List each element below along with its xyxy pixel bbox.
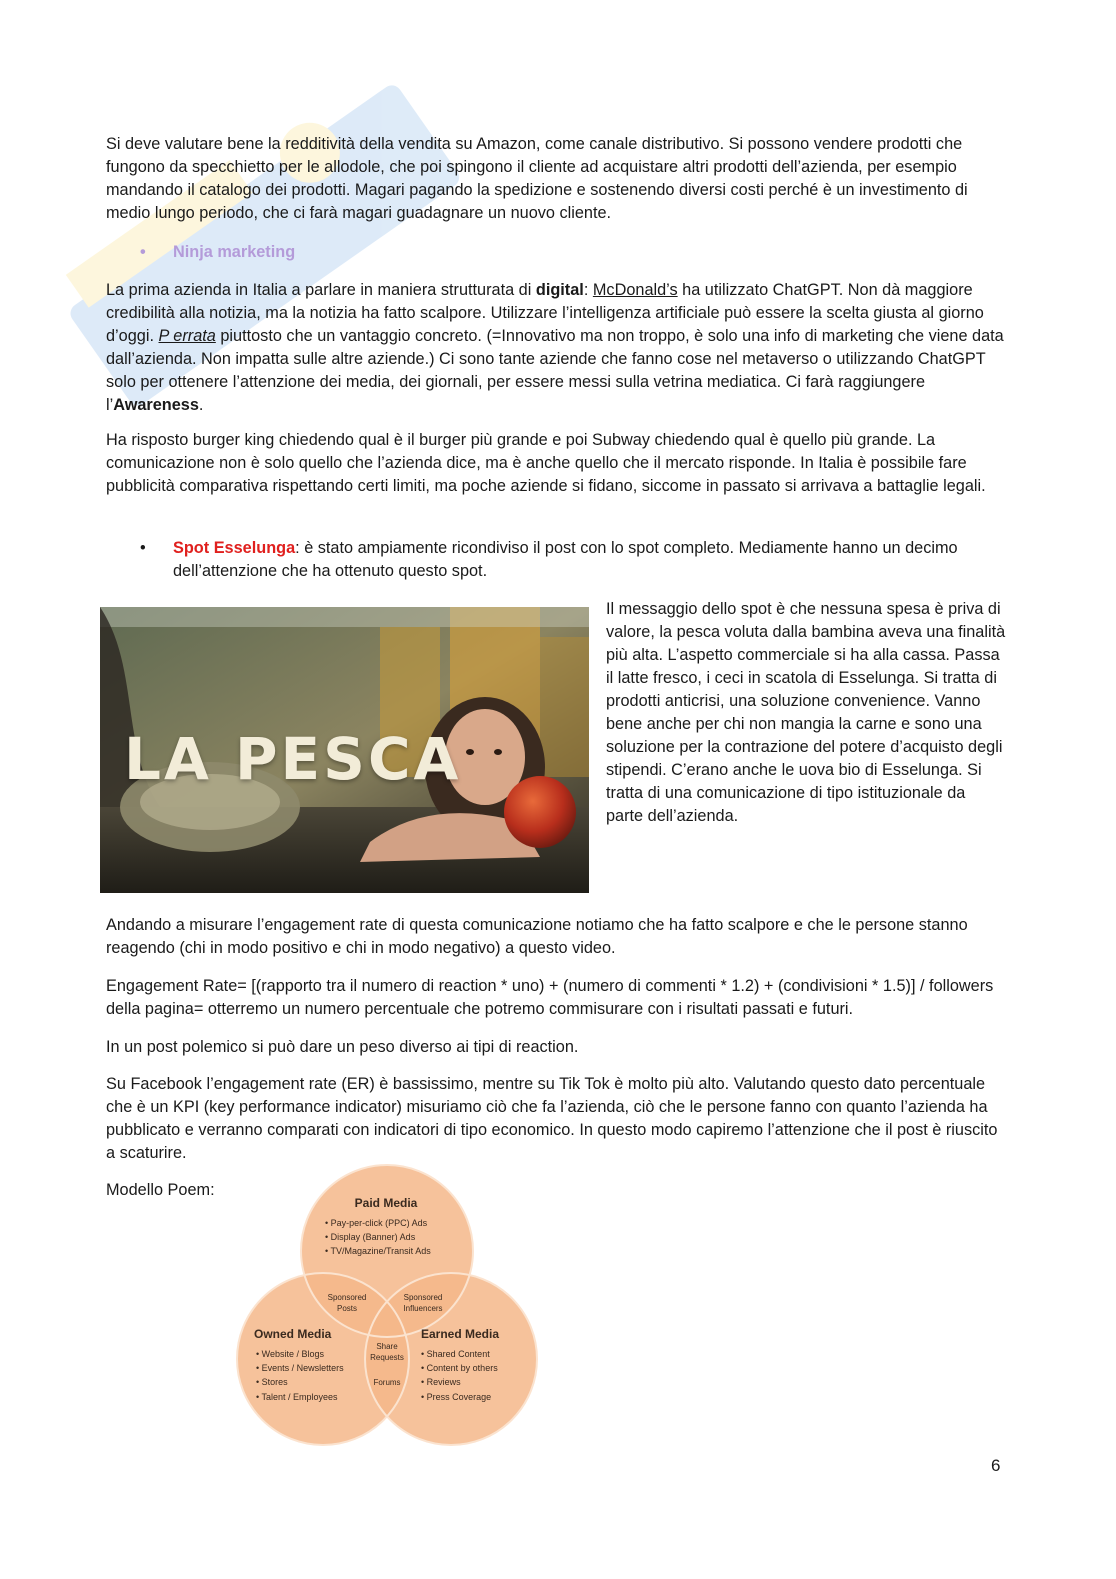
mcdonalds-link[interactable]: McDonald’s (592, 281, 678, 299)
paid-media-title: Paid Media (354, 1196, 418, 1210)
overlap-sponsored-posts: Sponsored (327, 1293, 367, 1302)
spot-label: Spot Esselunga (173, 539, 296, 557)
earned-item: • Content by others (421, 1363, 498, 1373)
text-span: ha utilizzato ChatGPT. Non dà maggiore credibilità alla notizia, ma la notizia ha fatto scalpore. Utilizzare l’intelligenza artificiale può essere la scelta giusta al giorno d’oggi. (106, 281, 984, 345)
paragraph-formula: Engagement Rate= [(rapporto tra il numero di reaction * uno) + (numero di commenti * 1.2) + (condivisioni * 1.5)] / followers della pagina= otterremo un numero percentuale che potremo commisurare con i risultati passati e futuri. (106, 977, 994, 1018)
owned-item: • Website / Blogs (256, 1349, 325, 1359)
paragraph-engagement: Andando a misurare l’engagement rate di questa comunicazione notiamo che ha fatto scalpore e che le persone stanno reagendo (chi in modo positivo e chi in modo negativo) a questo video. (106, 916, 968, 957)
la-pesca-image (100, 607, 589, 893)
poem-venn-diagram (236, 1163, 538, 1448)
text-span: La prima azienda in Italia a parlare in maniera strutturata di (106, 281, 536, 299)
overlap-sponsored-influencers: Sponsored (403, 1293, 443, 1302)
bullet-label: Ninja marketing (173, 243, 296, 261)
bullet-text (173, 537, 1000, 583)
text-span: piuttosto che un vantaggio concreto. (=Innovativo ma non troppo, è solo una info di marketing che viene data dall’azienda. Non impatta sulle altre aziende.) Ci sono tante aziende che fanno cose nel metaverso o utilizzando ChatGPT solo per ottenere l’attenzione dei media, dei giornali, per essere messi sulla vetrina mediatica. Ci farà raggiungere l’ (106, 327, 1004, 414)
earned-item: • Shared Content (421, 1349, 490, 1359)
bullet-spot-esselunga (140, 537, 1000, 583)
spot-text: : è stato ampiamente ricondiviso il post con lo spot completo. Mediamente hanno un decimo dell’attenzione che ha ottenuto questo spot. (173, 539, 958, 580)
paragraph-poem-label: Modello Poem: (106, 1181, 215, 1199)
overlap-share-requests: Requests (370, 1353, 404, 1362)
bullet-dot: • (140, 243, 146, 261)
bullet-ninja-marketing (140, 241, 1000, 264)
paragraph-spot-message: Il messaggio dello spot è che nessuna spesa è priva di valore, la pesca voluta dalla bambina aveva una finalità più alta. L’aspetto commerciale si ha alla cassa. Passa il latte fresco, i ceci in scatola di Esselunga. Si tratta di prodotti anticrisi, una soluzione convenience. Vanno bene anche per chi non mangia la carne e sono una soluzione per la contrazione del potere d’acquisto degli stipendi. C’erano anche le uova bio di Esselunga. Si tratta di una comunicazione di tipo istituzionale da parte dell’azienda. (606, 600, 1006, 825)
paragraph-facebook: Su Facebook l’engagement rate (ER) è bassissimo, mentre su Tik Tok è molto più alto. Valutando questo dato percentuale che è un KPI (key performance indicator) misuriamo ciò che fa l’azienda, ciò che le persone fanno con quanto l’azienda ha pubblicato e verranno comparati con indicatori di tipo economico. In questo modo capiremo l’attenzione che il post è riuscito a scaturire. (106, 1075, 998, 1162)
owned-item: • Stores (256, 1377, 288, 1387)
image-title: LA PESCA (124, 725, 462, 793)
bold-digital: digital (535, 281, 584, 299)
paragraph-digital (106, 279, 1006, 417)
bullet-dot: • (140, 539, 146, 557)
earned-item: • Press Coverage (421, 1392, 492, 1402)
paid-item: • Display (Banner) Ads (325, 1232, 416, 1242)
p-errata-link[interactable]: P errata (158, 327, 216, 345)
overlap-sponsored-influencers: Influencers (403, 1304, 443, 1313)
paragraph-amazon: Si deve valutare bene la redditività della vendita su Amazon, come canale distributivo. Si possono vendere prodotti che fungono da specchietto per le allodole, che poi spingono il cliente ad acquistare altri prodotti dell’azienda, per esempio mandando il catalogo dei prodotti. Magari pagando la spedizione e sostenendo diversi costi perché è un investimento di medio lungo periodo, che ci farà magari guadagnare un nuovo cliente. (106, 135, 968, 222)
text-span: . (198, 396, 204, 414)
overlap-forums: Forums (373, 1378, 401, 1387)
paid-item: • TV/Magazine/Transit Ads (325, 1246, 431, 1256)
owned-item: • Talent / Employees (256, 1392, 338, 1402)
text-span: : (583, 281, 593, 299)
overlap-share-requests: Share (376, 1342, 398, 1351)
overlap-sponsored-posts: Posts (336, 1304, 358, 1313)
owned-item: • Events / Newsletters (256, 1363, 344, 1373)
earned-media-title: Earned Media (421, 1327, 500, 1341)
paragraph-burger-king: Ha risposto burger king chiedendo qual è il burger più grande e poi Subway chiedendo qual è quello più grande. La comunicazione non è solo quello che l’azienda dice, ma è anche quello che il mercato risponde. In Italia è possibile fare pubblicità comparativa rispettando certi limiti, ma poche aziende si fidano, siccome in passato si arrivava a battaglie legali. (106, 431, 986, 495)
earned-item: • Reviews (421, 1377, 461, 1387)
paid-item: • Pay-per-click (PPC) Ads (325, 1218, 428, 1228)
owned-media-title: Owned Media (254, 1327, 332, 1341)
page-number: 6 (991, 1456, 1001, 1475)
bold-awareness: Awareness (113, 396, 199, 414)
paragraph-polemic: In un post polemico si può dare un peso diverso ai tipi di reaction. (106, 1038, 579, 1056)
